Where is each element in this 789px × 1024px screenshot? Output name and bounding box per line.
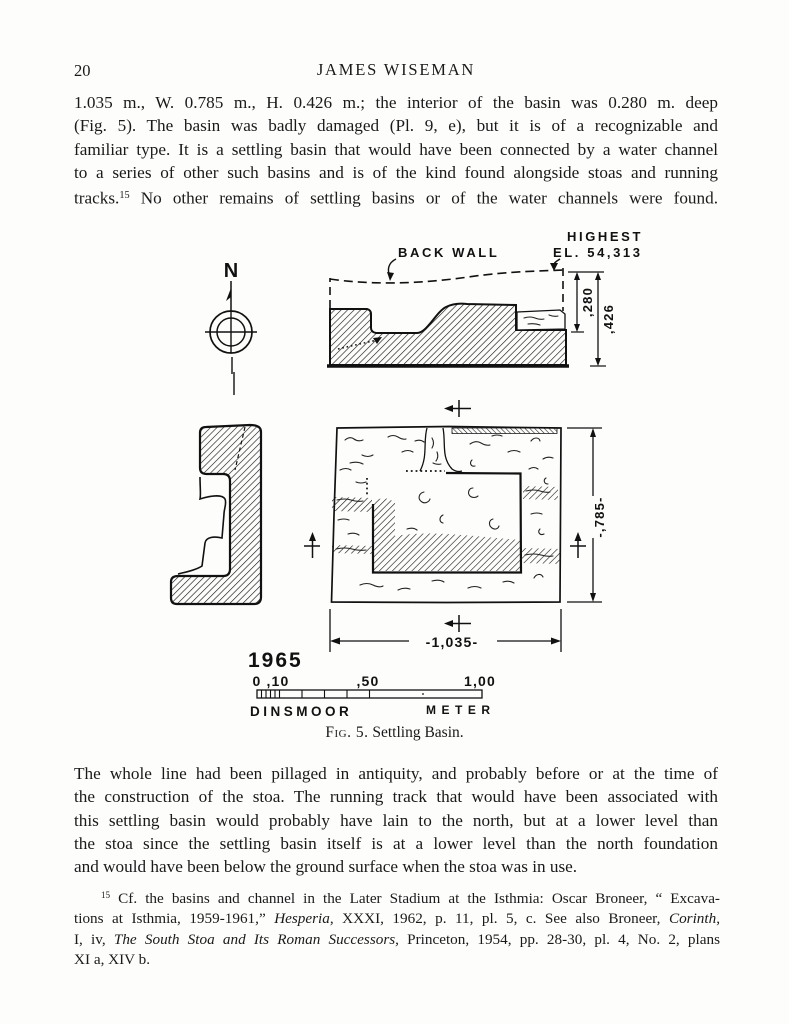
back-wall-label: BACK WALL: [398, 245, 500, 260]
text-line: The whole line had been pillaged in antiquity, and probably before or at the time of: [74, 764, 718, 783]
figure-5: [74, 226, 724, 726]
scale-bar: [248, 649, 496, 719]
plan-drawing: [304, 400, 607, 652]
figure-5-drawing: [74, 226, 724, 726]
year-label: 1965: [248, 649, 303, 672]
footnote-15: [74, 885, 720, 970]
text-line: 1.035 m., W. 0.785 m., H. 0.426 m.; the interior of the basin was 0.280 m. deep: [74, 93, 718, 112]
meter-label: METER: [426, 703, 496, 717]
text-line: this settling basin would probably have lain to the north, but at a lower level than: [74, 810, 718, 830]
page-number: 20: [74, 61, 91, 80]
highest-el-label-line2: EL. 54,313: [553, 245, 643, 260]
scale-50: ,50: [356, 673, 380, 689]
footnote-line: XI a, XIV b.: [74, 950, 151, 968]
highest-el-label-line1: HIGHEST: [567, 229, 643, 244]
draftsman-label: DINSMOOR: [250, 704, 353, 719]
scale-0: 0: [252, 673, 262, 689]
text-line: (Fig. 5). The basin was badly damaged (Pl. 9, e), but it is of a recognizable and: [74, 116, 718, 136]
text-line: tracks.$^{15}$ No other remains of settling basins or of the water channels were found.: [74, 188, 718, 208]
figure-caption: Fig. 5. Settling Basin.: [325, 724, 464, 741]
text-line: the stoa since the settling basin itself is at a lower level than the north foundation: [74, 833, 718, 853]
section-marker-right: [570, 532, 586, 558]
text-line: and would have been below the ground surface when the stoa was in use.: [74, 857, 578, 877]
dim-426-label: ,426: [601, 303, 616, 335]
text-line: the construction of the stoa. The running track that would have been associated with: [74, 787, 718, 807]
north-arrow: [205, 260, 257, 395]
dim-1035: [330, 609, 561, 652]
scale-10: ,10: [266, 673, 290, 689]
paragraph-1: [74, 91, 718, 210]
dim-1035-label: -1,035-: [425, 634, 479, 650]
block-profile-drawing: [171, 425, 261, 604]
dim-280-label: ,280: [580, 286, 595, 318]
section-marker-bottom: [444, 615, 471, 632]
text-line: familiar type. It is a settling basin that would have been connected by a water channel: [74, 139, 718, 159]
dim-785: [567, 428, 607, 602]
footnote-line: $^{15}$ Cf. the basins and channel in the Later Stadium at the Isthmia: Oscar Broneer, “ Excava-: [101, 890, 720, 908]
scale-100: 1,00: [463, 673, 497, 689]
dim-785-label: -,785-: [592, 496, 607, 538]
text-line: to a series of other such basins and is of the kind found alongside stoas and running: [74, 162, 718, 182]
paragraph-2: [74, 762, 718, 878]
page-header: [74, 60, 718, 82]
footnote-line: I, iv, The South Stoa and Its Roman Successors, Princeton, 1954, pp. 28-30, pl. 4, No. 2, plans: [74, 930, 720, 948]
section-drawing: [327, 229, 643, 366]
north-label: N: [223, 260, 239, 282]
section-marker-top: [444, 400, 471, 417]
footnote-line: tions at Isthmia, 1959-1961,” Hesperia, XXXI, 1962, p. 11, pl. 5, c. See also Broneer, Corinth,: [74, 910, 720, 928]
section-marker-left: [304, 532, 320, 558]
running-head: JAMES WISEMAN: [316, 60, 476, 79]
